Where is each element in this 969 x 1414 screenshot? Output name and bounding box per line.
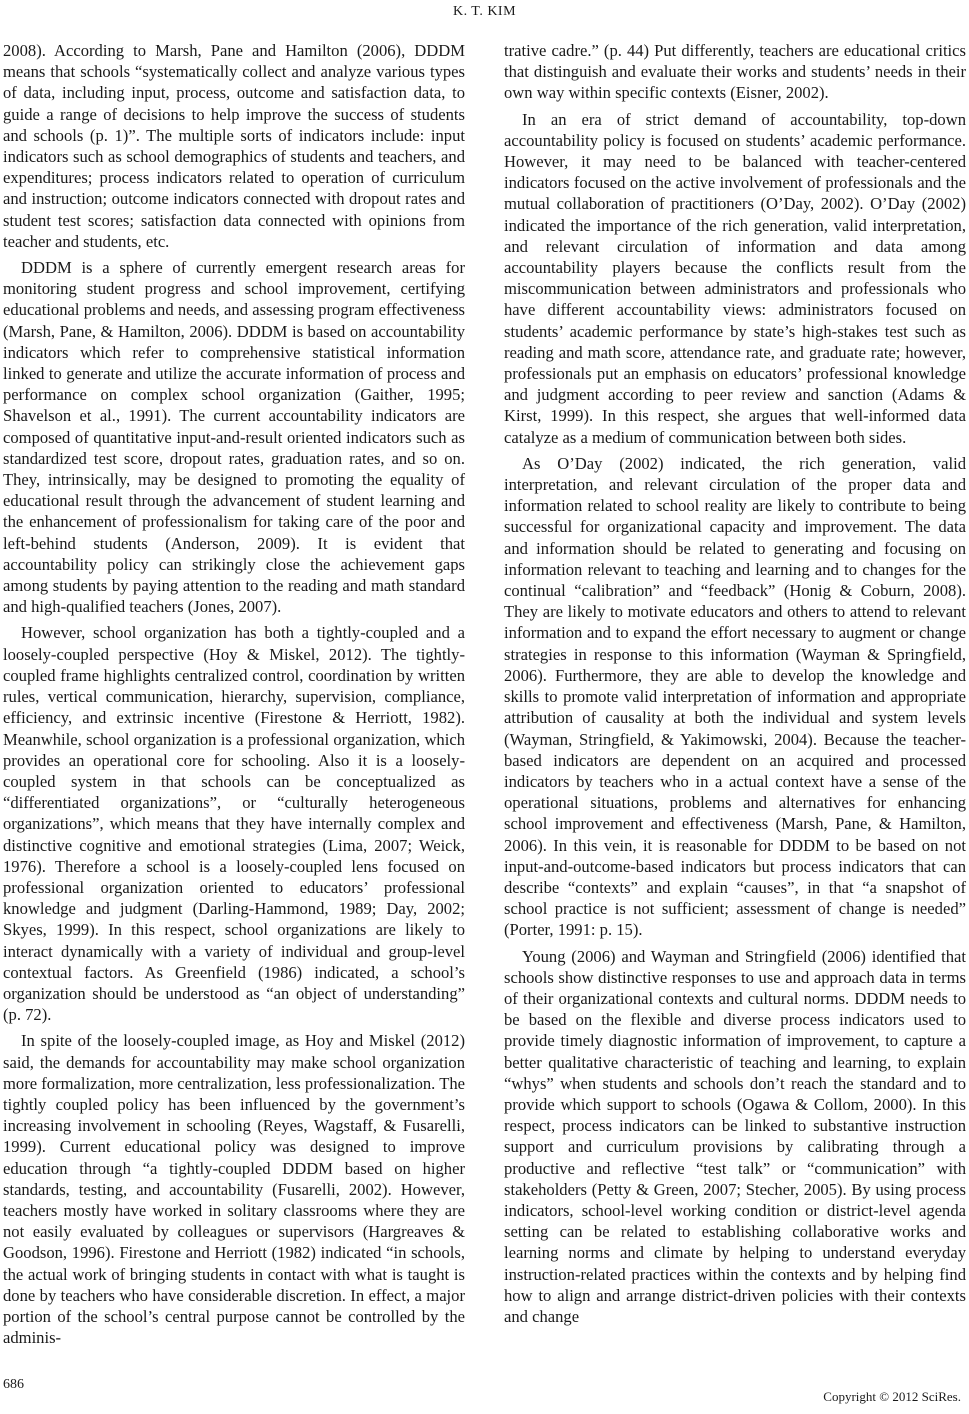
left-column	[3, 40, 465, 1348]
running-head: K. T. KIM	[452, 4, 517, 19]
right-column	[504, 40, 966, 1327]
paragraph: DDDM is a sphere of currently emergent research areas for monitoring student progress and school improvement, certifying educational problems and needs, and assessing program effectiveness (Marsh, Pane, & Hamilton, 2006). DDDM is based on accountability indicators which refer to comprehensive statistical information linked to generate and utilize the accurate information of process and performance on complex school organization (Gaither, 1995; Shavelson et al., 1991). The current accountability indicators are composed of quantitative input-and-result oriented indicators such as standardized test score, dropout rates, graduation rates, and so on. They, intrinsically, may be designed to promoting the equality of educational result through the advancement of student learning and the enhancement of professionalism for taking care of the poor and left-behind students (Anderson, 2009). It is evident that accountability policy can strikingly close the achievement gaps among students by paying attention to the reading and math standard and high-qualified teachers (Jones, 2007).	[3, 258, 465, 617]
paragraph: However, school organization has both a tightly-coupled and a loosely-coupled perspective (Hoy & Miskel, 2012). The tightly-coupled frame highlights centralized control, coordination by written rules, vertical communication, hierarchy, supervision, compliance, efficiency, and extrinsic incentive (Firestone & Herriott, 1982). Meanwhile, school organization is a professional organization, which provides an operational core for schooling. Also it is a loosely-coupled system in that schools can be conceptualized as “differentiated organizations”, or “culturally heterogeneous organizations”, which means that they have internally complex and distinctive cognitive and emotional strategies (Lima, 2007; Weick, 1976). Therefore a school is a loosely-coupled lens focused on professional organization oriented to educators’ professional knowledge and judgment (Darling-Hammond, 1989; Day, 2002; Skyes, 1999). In this respect, school organizations are likely to interact dynamically with a variety of individual and group-level contextual factors. As Greenfield (1986) indicated, a school’s organization should be understood as “an object of understanding” (p. 72).	[3, 623, 465, 1025]
paragraph: In an era of strict demand of accountability, top-down accountability policy is focused on students’ academic performance. However, it may need to be balanced with teacher-centered indicators focused on the active involvement of professionals and the mutual collaboration of practitioners (O’Day, 2002). O’Day (2002) indicated the importance of the rich generation, valid interpretation, and relevant circulation of information and data among accountability players because the conflicts result from the miscommunication between administrators and professionals who have different accountability views: administrators focused on students’ academic performance by state’s high-stakes test such as reading and math score, attendance rate, and graduate rate; however, professionals put an emphasis on educators’ professional knowledge and judgment according to peer review and sanction (Adams & Kirst, 1999). In this respect, she argues that well-informed data catalyze as a medium of communication between both sides.	[504, 109, 966, 447]
copyright-notice: Copyright © 2012 SciRes.	[823, 1389, 961, 1404]
paragraph: As O’Day (2002) indicated, the rich generation, valid interpretation, and relevant circulation of the proper data and information related to school reality are likely to contribute to being successful for organizational capacity and improvement. The data and information should be related to generating and focusing on information relevant to teaching and learning and to changes for the continual “calibration” and “feedback” (Honig & Coburn, 2008). They are likely to motivate educators and others to attend to relevant information and to expand the effort necessary to augment or change strategies in response to this information (Wayman & Springfield, 2006). Furthermore, they are able to develop the knowledge and skills to promote valid interpretation of information and appropriate attribution of causality at both the individual and system levels (Wayman, Stringfield, & Yakimowski, 2004). Because the teacher-based indicators are dependent on an acquired and processed indicators by teachers who in a actual context have a sense of the operational situations, problems and alternatives for enhancing school improvement and effectiveness (Marsh, Pane, & Hamilton, 2006). In this vein, it is reasonable for DDDM to be based on not input-and-outcome-based indicators but process indicators that can describe “contexts” and explain “causes”, in that “a snapshot of school practice is not sufficient; assessment of change is needed” (Porter, 1991: p. 15).	[504, 453, 966, 940]
paragraph: trative cadre.” (p. 44) Put differently, teachers are educational critics that distinguish and evaluate their works and students’ needs in their own way within specific contexts (Eisner, 2002).	[504, 41, 966, 103]
paragraph: In spite of the loosely-coupled image, as Hoy and Miskel (2012) said, the demands for accountability may make school organization more formalization, more centralization, less professionalization. The tightly coupled policy has been influenced by the government’s increasing involvement in schooling (Reyes, Wagstaff, & Fusarelli, 1999). Current educational policy was designed to improve education through “a tightly-coupled DDDM based on higher standards, testing, and accountability (Fusarelli, 2002). However, teachers mostly have worked in solitary classrooms where they are not easily evaluated by colleagues or supervisors (Hargreaves & Goodson, 1996). Firestone and Herriott (1982) indicated “in schools, the actual work of bringing students in contact with what is taught is done by teachers who have considerable discretion. In effect, a major portion of the school’s central purpose cannot be controlled by the adminis-	[3, 1031, 465, 1348]
page-number: 686	[3, 1377, 24, 1392]
paragraph: 2008). According to Marsh, Pane and Hamilton (2006), DDDM means that schools “systematically collect and analyze various types of data, including input, process, outcome and satisfaction data, to guide a range of decisions to help improve the success of students and schools (p. 1)”. The multiple sorts of indicators include: input indicators such as school demographics of students and teachers, and expenditures; process indicators related to operation of curriculum and instruction; outcome indicators connected with dropout rates and student test scores; satisfaction data connected with opinions from teacher and students, etc.	[3, 41, 465, 251]
paragraph: Young (2006) and Wayman and Stringfield (2006) identified that schools show distinctive responses to use and approach data in terms of their organizational contexts and cultural norms. DDDM needs to be based on the flexible and diverse process indicators used to provide timely diagnostic information of improvement, to capture a better qualitative characteristic of teaching and learning, to explain “whys” when students and schools don’t reach the standard and to provide which support to schools (Ogawa & Collom, 2000). In this respect, process indicators can be linked to substantive instruction support and curriculum provisions by calibrating through a productive and reflective “test talk” or “communication” with stakeholders (Petty & Green, 2007; Stecher, 2005). By using process indicators, school-level working condition or district-level agenda setting can be related to establishing collaborative works and learning norms and climate by helping to understand everyday instruction-related practices within the contexts and by helping find how to align and arrange district-driven policies with their contexts and change	[504, 946, 966, 1326]
